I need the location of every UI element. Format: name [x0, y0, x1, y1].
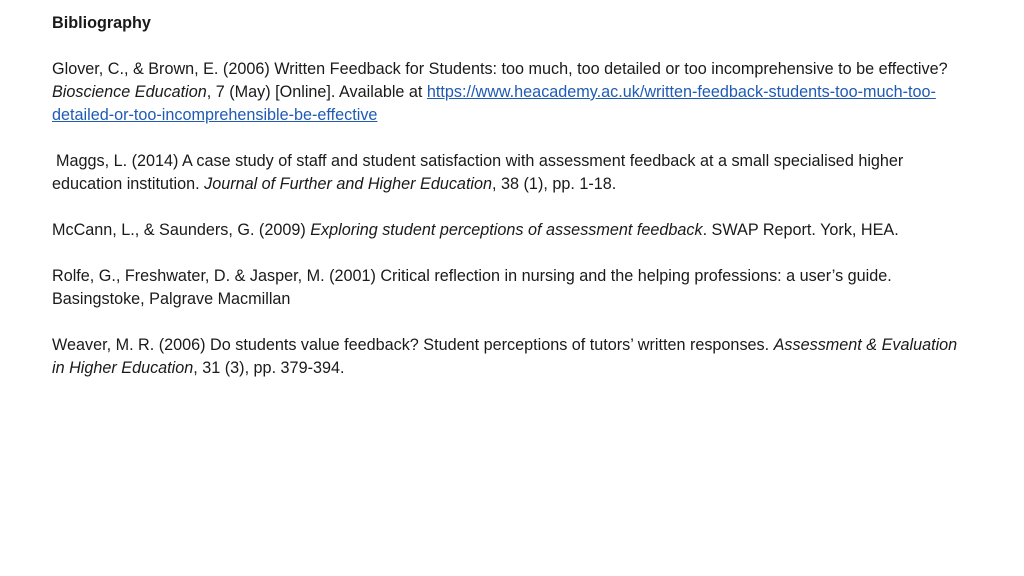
- reference-maggs: [52, 150, 962, 196]
- reference-text: Glover, C., & Brown, E. (2006) Written Feedback for Students: too much, too detailed or too incomprehensive to be effective?: [52, 60, 948, 78]
- reference-glover-brown: [52, 58, 962, 127]
- reference-details: , 31 (3), pp. 379-394.: [193, 359, 345, 377]
- reference-details: , 38 (1), pp. 1-18.: [492, 175, 617, 193]
- reference-details: , 7 (May) [Online]. Available at: [206, 83, 427, 101]
- journal-title: Journal of Further and Higher Education: [204, 175, 493, 193]
- journal-title: Assessment & Evaluation in Higher Education: [52, 336, 958, 377]
- report-title: Exploring student perceptions of assessment feedback: [310, 221, 703, 239]
- reference-text: Maggs, L. (2014) A case study of staff and student satisfaction with assessment feedback at a small specialised higher education institution.: [52, 152, 904, 193]
- reference-weaver: [52, 334, 962, 380]
- bibliography-heading: Bibliography: [52, 14, 151, 32]
- reference-text: Rolfe, G., Freshwater, D. & Jasper, M. (2001) Critical reflection in nursing and the helping professions: a user’s guide. Basingstoke, Palgrave Macmillan: [52, 267, 892, 308]
- reference-rolfe: [52, 265, 962, 311]
- bibliography-slide: [52, 12, 962, 403]
- reference-url-link[interactable]: https://www.heacademy.ac.uk/written-feedback-students-too-much-too-detailed-or-too-incomprehensible-be-effective: [52, 83, 936, 124]
- journal-title: Bioscience Education: [52, 83, 207, 101]
- reference-details: . SWAP Report. York, HEA.: [702, 221, 899, 239]
- reference-text: McCann, L., & Saunders, G. (2009): [52, 221, 311, 239]
- reference-text: Weaver, M. R. (2006) Do students value feedback? Student perceptions of tutors’ written responses.: [52, 336, 774, 354]
- reference-mccann-saunders: [52, 219, 962, 242]
